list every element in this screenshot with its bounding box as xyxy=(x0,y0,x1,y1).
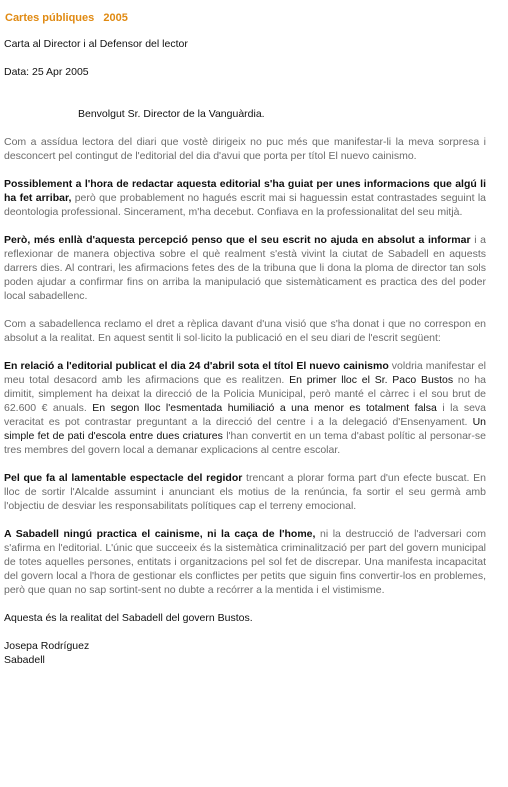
paragraph-5-highlight-g: Un simple fet de pati d'escola entre dues criatures xyxy=(4,416,486,442)
paragraph-3 xyxy=(4,233,486,303)
paragraph-5-text-h: l'han convertit en un tema d'abast polític al personar-se tres membres del govern local a demanar explicacions al centre escolar. xyxy=(4,430,486,456)
letter-greeting: Benvolgut Sr. Director de la Vanguàrdia. xyxy=(78,108,265,120)
paragraph-7-text: ni la destrucció de l'adversari com s'afirma en l'editorial. L'únic que succeeix és la sistemàtica criminalització per part del govern municipal de totes aquelles persones, entitats i organitzacions pel sol fet de discrepar. Una manifesta incapacitat del govern local a l'hora de gestionar els conflictes per petits que siguin fins convertir-los en problemes, però que quan no sap sortint-sent no dubte a recórrer a la mentida i el vistimisme. xyxy=(4,528,487,596)
page-title: Cartes públiques 2005 xyxy=(5,12,128,24)
signature-city: Sabadell xyxy=(4,654,45,666)
letter-date: Data: 25 Apr 2005 xyxy=(4,66,89,78)
signature-name: Josepa Rodríguez xyxy=(4,640,90,652)
paragraph-5-highlight-c: En primer lloc el Sr. Paco Bustos xyxy=(289,374,454,386)
paragraph-4 xyxy=(4,317,486,345)
paragraph-intro-text: Com a assídua lectora del diari que vostè dirigeix no puc més que manifestar-li la meva sorpresa i desconcert pel contingut de l'editorial del dia d'avui que porta per títol El nuevo cainismo. xyxy=(4,136,486,162)
paragraph-2-text: però que probablement no hagués escrit mai si haguessin estat contrastades seguint la deontologia professional. Sincerament, m'ha decebut. Confiava en la professionalitat del seu mitjà. xyxy=(4,192,486,218)
paragraph-7-highlight: A Sabadell ningú practica el cainisme, ni la caça de l'home, xyxy=(4,528,316,540)
paragraph-6 xyxy=(4,471,486,513)
letter-subject: Carta al Director i al Defensor del lector xyxy=(4,38,188,50)
paragraph-4-text: Com a sabadellenca reclamo el dret a rèplica davant d'una visió que s'ha donat i que no correspon en absolut a la realitat. En aquest sentit li sol·licito la publicació en el seu diari de l'escrit següent: xyxy=(4,318,486,344)
letter-closing: Aquesta és la realitat del Sabadell del govern Bustos. xyxy=(4,612,253,624)
paragraph-5-text-b: voldria manifestar el meu total desacord amb les afirmacions que es realitzen. xyxy=(4,360,486,386)
paragraph-6-text: trencant a plorar forma part d'un efecte buscat. En lloc de sortir l'Alcalde assumint i anunciant els motius de la renúncia, fa sortir el seu germà amb l'objectiu de desviar les responsabilitats polítiques cap el terreny emocional. xyxy=(4,472,487,512)
paragraph-5-highlight-e: En segon lloc l'esmentada humiliació a una menor es totalment falsa xyxy=(92,402,437,414)
paragraph-5-highlight-a: En relació a l'editorial publicat el dia 24 d'abril sota el títol El nuevo cainismo xyxy=(4,360,389,372)
paragraph-6-highlight: Pel que fa al lamentable espectacle del regidor xyxy=(4,472,243,484)
paragraph-7 xyxy=(4,527,486,597)
letter-body xyxy=(4,135,486,667)
paragraph-5-text-d: no ha dimitit, simplement ha deixat la direcció de la Policia Municipal, però manté el càrrec i el sou brut de 62.600 € anuals. xyxy=(4,374,486,414)
paragraph-5 xyxy=(4,359,486,457)
paragraph-2-highlight: Possiblement a l'hora de redactar aquesta editorial s'ha guiat per unes informacions que algú li ha fet arribar, xyxy=(4,178,486,204)
paragraph-2 xyxy=(4,177,486,219)
paragraph-3-highlight: Però, més enllà d'aquesta percepció penso que el seu escrit no ajuda en absolut a informar xyxy=(4,234,471,246)
paragraph-5-text-f: i la seva veracitat es pot contrastar preguntant a la direcció del centre i a la delegació d'Ensenyament. xyxy=(4,402,486,428)
paragraph-3-text: i a reflexionar de manera objectiva sobre el què realment s'està vivint la ciutat de Sabadell en aquests darrers dies. Al contrari, les afirmacions fetes des de la tribuna que li dona la ploma de director tan sols poden ajudar a confirmar fins on arriba la manipulació que sistemàticament es practica des del poder local sabadellenc. xyxy=(4,234,486,302)
paragraph-intro xyxy=(4,135,486,163)
